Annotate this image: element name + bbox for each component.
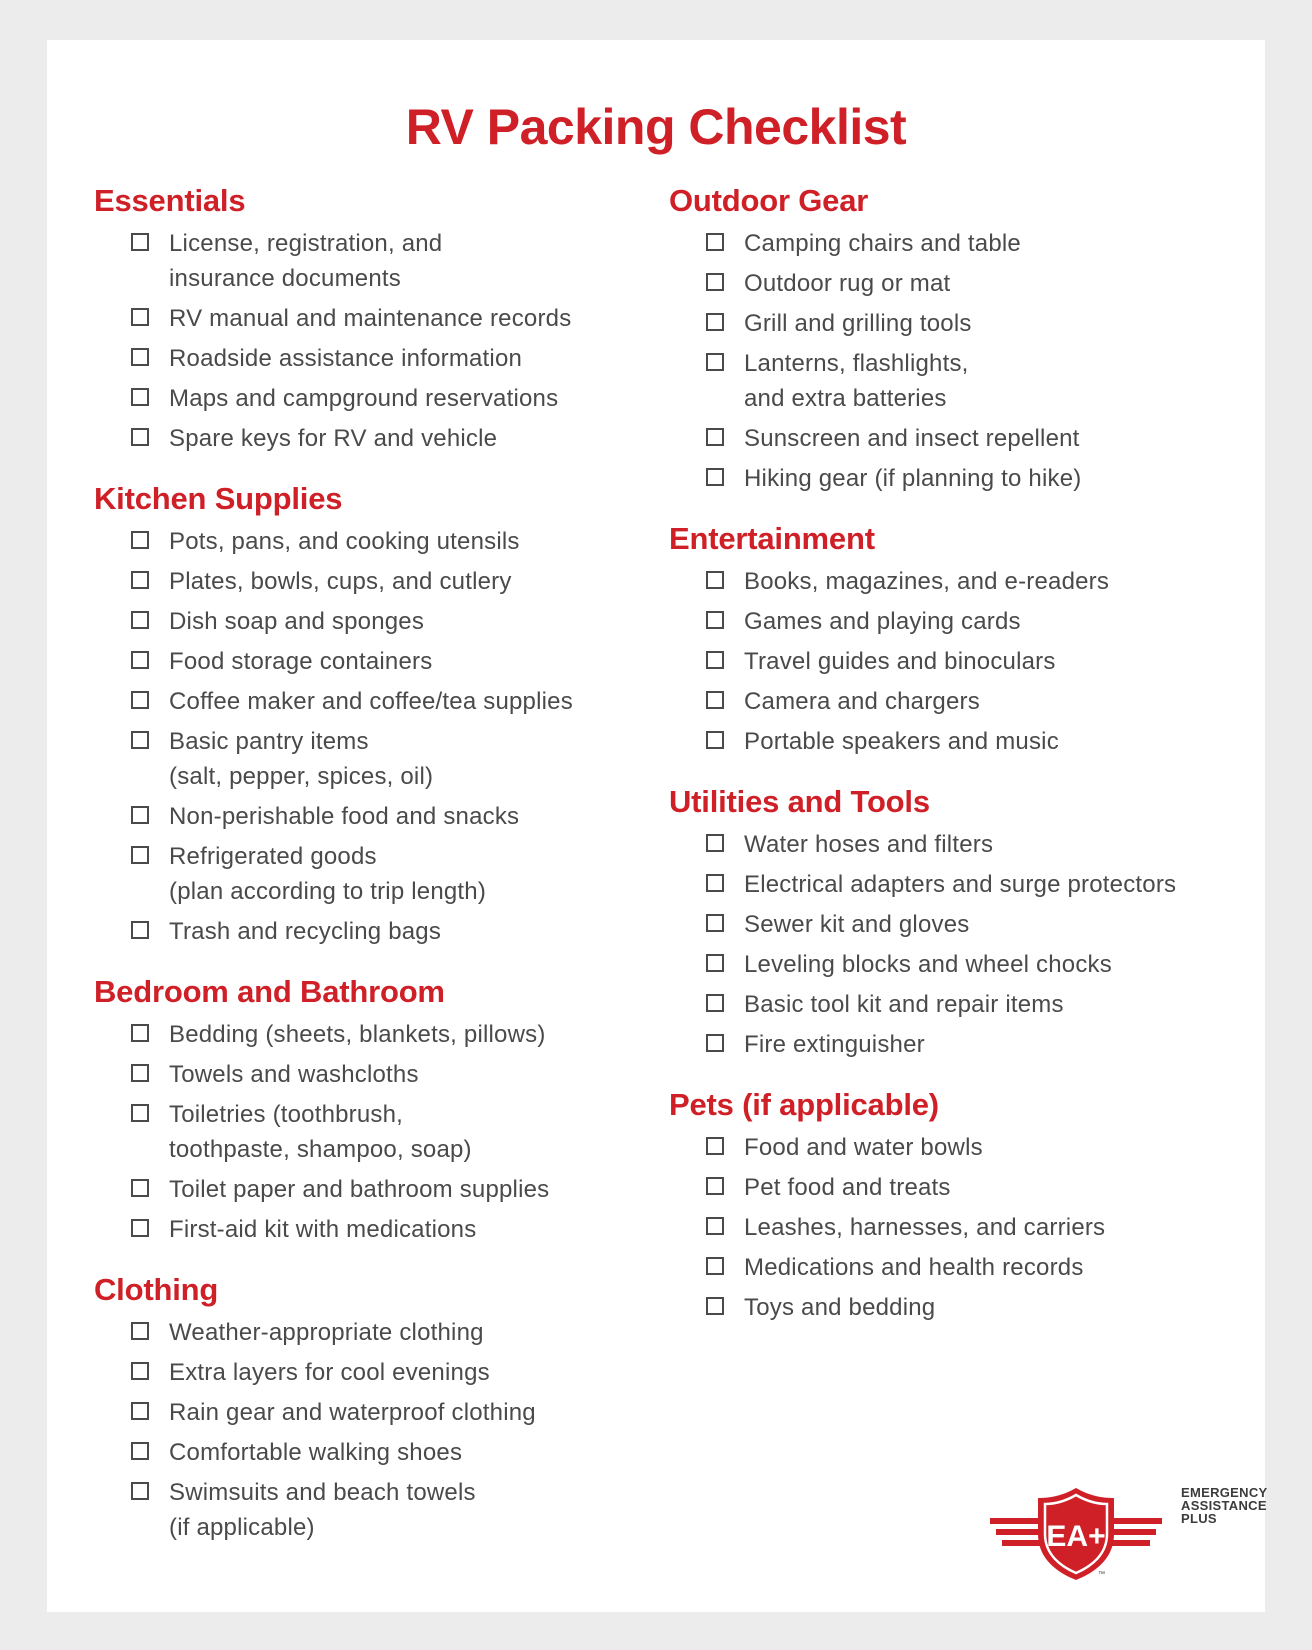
- checklist-item: [669, 604, 1239, 639]
- checkbox[interactable]: [131, 1024, 149, 1042]
- checklist-item-label: Refrigerated goods (plan according to trip length): [169, 843, 487, 905]
- emergency-assistance-plus-logo: [990, 1484, 1268, 1584]
- checkbox[interactable]: [131, 611, 149, 629]
- checklist-item: [94, 724, 654, 794]
- checkbox[interactable]: [706, 1217, 724, 1235]
- checklist-item: [669, 867, 1239, 902]
- checklist-item: [669, 306, 1239, 341]
- section-clothing: [94, 1271, 654, 1545]
- checklist-item-label: Electrical adapters and surge protectors: [744, 871, 1177, 898]
- checkbox[interactable]: [131, 846, 149, 864]
- checklist-item-label: Maps and campground reservations: [169, 385, 559, 412]
- checklist-item: [669, 1210, 1239, 1245]
- checklist-item: [669, 461, 1239, 496]
- checklist-item-label: Extra layers for cool evenings: [169, 1359, 490, 1386]
- checklist-item: [669, 1130, 1239, 1165]
- checkbox[interactable]: [706, 233, 724, 251]
- checklist-item: [94, 644, 654, 679]
- checkbox[interactable]: [131, 731, 149, 749]
- checkbox[interactable]: [706, 651, 724, 669]
- checkbox[interactable]: [131, 348, 149, 366]
- checklist-item-label: Trash and recycling bags: [169, 918, 442, 945]
- section-essentials: [94, 182, 654, 456]
- checklist-item: [94, 1057, 654, 1092]
- checkbox[interactable]: [131, 691, 149, 709]
- checklist-page: [47, 40, 1268, 1612]
- checkbox[interactable]: [706, 468, 724, 486]
- left-column: [94, 182, 654, 1569]
- checklist-item: [94, 421, 654, 456]
- checklist-item-label: Portable speakers and music: [744, 728, 1059, 755]
- checklist: [94, 1315, 654, 1545]
- section-kitchen-supplies: [94, 480, 654, 949]
- checkbox[interactable]: [706, 273, 724, 291]
- checkbox[interactable]: [131, 651, 149, 669]
- page-title: RV Packing Checklist: [405, 99, 907, 155]
- checklist-item: [669, 1027, 1239, 1062]
- checkbox[interactable]: [131, 308, 149, 326]
- checkbox[interactable]: [131, 1322, 149, 1340]
- section-title: Kitchen Supplies: [94, 481, 343, 516]
- shield-logo-icon: [990, 1484, 1180, 1584]
- section-title: Utilities and Tools: [669, 784, 930, 819]
- checklist-item-label: Camping chairs and table: [744, 230, 1021, 257]
- section-pets-if-applicable: [669, 1086, 1239, 1325]
- checklist-item: [94, 684, 654, 719]
- checklist-item: [669, 684, 1239, 719]
- checklist-item: [94, 1017, 654, 1052]
- checkbox[interactable]: [706, 1297, 724, 1315]
- checkbox[interactable]: [706, 954, 724, 972]
- checkbox[interactable]: [131, 921, 149, 939]
- checklist-item-label: Weather-appropriate clothing: [169, 1319, 484, 1346]
- checklist-item: [669, 644, 1239, 679]
- checklist: [669, 1130, 1239, 1325]
- checklist-item: [94, 604, 654, 639]
- checklist-item-label: Camera and chargers: [744, 688, 980, 715]
- checklist-item-label: Dish soap and sponges: [169, 608, 425, 635]
- checkbox[interactable]: [706, 874, 724, 892]
- checklist-item-label: Leveling blocks and wheel chocks: [744, 951, 1112, 978]
- checklist-item: [669, 947, 1239, 982]
- section-title: Bedroom and Bathroom: [94, 974, 445, 1009]
- checklist-item-label: Swimsuits and beach towels (if applicable): [169, 1479, 476, 1541]
- section-entertainment: [669, 520, 1239, 759]
- checklist-item-label: Non-perishable food and snacks: [169, 803, 520, 830]
- checklist-item-label: Toilet paper and bathroom supplies: [169, 1176, 550, 1203]
- checklist-item-label: Water hoses and filters: [744, 831, 994, 858]
- checklist-item-label: Sunscreen and insect repellent: [744, 425, 1080, 452]
- checkbox[interactable]: [131, 1402, 149, 1420]
- checklist-item-label: First-aid kit with medications: [169, 1216, 477, 1243]
- checklist-item: [669, 1290, 1239, 1325]
- checklist-item-label: Rain gear and waterproof clothing: [169, 1399, 536, 1426]
- checklist: [669, 827, 1239, 1062]
- checklist-item-label: RV manual and maintenance records: [169, 305, 572, 332]
- checklist: [94, 524, 654, 949]
- section-title: Pets (if applicable): [669, 1087, 939, 1122]
- checkbox[interactable]: [706, 1177, 724, 1195]
- checklist-item-label: Medications and health records: [744, 1254, 1084, 1281]
- checklist-item-label: Toiletries (toothbrush, toothpaste, shampoo, soap): [169, 1101, 472, 1163]
- right-column: [669, 182, 1239, 1349]
- section-title: Clothing: [94, 1272, 219, 1307]
- checklist-item: [94, 1097, 654, 1167]
- checklist-item-label: Travel guides and binoculars: [744, 648, 1056, 675]
- checklist-item-label: Outdoor rug or mat: [744, 270, 951, 297]
- checklist-item-label: Hiking gear (if planning to hike): [744, 465, 1082, 492]
- checkbox[interactable]: [706, 691, 724, 709]
- checkbox[interactable]: [131, 1219, 149, 1237]
- checkbox[interactable]: [131, 233, 149, 251]
- logo-line-2: ASSISTANCE: [1181, 1498, 1267, 1513]
- checkbox[interactable]: [131, 1179, 149, 1197]
- checklist: [94, 1017, 654, 1247]
- checklist-item: [669, 987, 1239, 1022]
- checklist-item: [94, 1435, 654, 1470]
- checklist-item-label: Coffee maker and coffee/tea supplies: [169, 688, 573, 715]
- checkbox[interactable]: [131, 531, 149, 549]
- checkbox[interactable]: [131, 1442, 149, 1460]
- checkbox[interactable]: [706, 428, 724, 446]
- checkbox[interactable]: [131, 428, 149, 446]
- checklist: [669, 226, 1239, 496]
- checklist-item-label: Towels and washcloths: [169, 1061, 419, 1088]
- checkbox[interactable]: [706, 353, 724, 371]
- checkbox[interactable]: [131, 1064, 149, 1082]
- checklist-item: [669, 421, 1239, 456]
- checklist-item: [94, 799, 654, 834]
- checklist-item-label: Roadside assistance information: [169, 345, 523, 372]
- checklist-item-label: Pet food and treats: [744, 1174, 951, 1201]
- checklist-item-label: Pots, pans, and cooking utensils: [169, 528, 520, 555]
- checklist-item: [669, 827, 1239, 862]
- checklist-item: [94, 914, 654, 949]
- checkbox[interactable]: [131, 1482, 149, 1500]
- checklist-item: [669, 724, 1239, 759]
- checklist-item: [94, 301, 654, 336]
- checklist-item-label: Fire extinguisher: [744, 1031, 925, 1058]
- checklist-item-label: Leashes, harnesses, and carriers: [744, 1214, 1106, 1241]
- checklist-item: [669, 346, 1239, 416]
- checkbox[interactable]: [131, 1104, 149, 1122]
- checklist-item: [94, 381, 654, 416]
- checkbox[interactable]: [706, 1257, 724, 1275]
- checklist-item: [669, 226, 1239, 261]
- checklist-item: [94, 226, 654, 296]
- checklist-item: [669, 1170, 1239, 1205]
- checklist-item-label: Comfortable walking shoes: [169, 1439, 463, 1466]
- checklist-item: [669, 907, 1239, 942]
- checkbox[interactable]: [706, 994, 724, 1012]
- checklist-item: [94, 1475, 654, 1545]
- checklist: [94, 226, 654, 456]
- section-title: Entertainment: [669, 521, 875, 556]
- checklist-item: [94, 1395, 654, 1430]
- checkbox[interactable]: [131, 571, 149, 589]
- checkbox[interactable]: [131, 806, 149, 824]
- section-utilities-and-tools: [669, 783, 1239, 1062]
- checkbox[interactable]: [706, 611, 724, 629]
- checkbox[interactable]: [706, 731, 724, 749]
- checkbox[interactable]: [706, 834, 724, 852]
- checklist-item: [94, 524, 654, 559]
- checklist-item: [94, 1212, 654, 1247]
- checklist-item: [94, 839, 654, 909]
- checklist-item-label: Bedding (sheets, blankets, pillows): [169, 1021, 546, 1048]
- checklist-item-label: Basic pantry items (salt, pepper, spices, oil): [169, 728, 434, 790]
- svg-text:EA+: EA+: [1046, 1520, 1106, 1553]
- checklist-item: [94, 1315, 654, 1350]
- checklist-item-label: Spare keys for RV and vehicle: [169, 425, 498, 452]
- checklist-item: [94, 341, 654, 376]
- checklist-item: [94, 564, 654, 599]
- logo-line-3: PLUS: [1181, 1511, 1217, 1526]
- checklist-item-label: Plates, bowls, cups, and cutlery: [169, 568, 512, 595]
- checklist: [669, 564, 1239, 759]
- section-bedroom-and-bathroom: [94, 973, 654, 1247]
- checklist-item: [94, 1172, 654, 1207]
- section-outdoor-gear: [669, 182, 1239, 496]
- section-title: Essentials: [94, 183, 246, 218]
- checklist-item-label: Food storage containers: [169, 648, 433, 675]
- checkbox[interactable]: [131, 388, 149, 406]
- checklist-item: [669, 1250, 1239, 1285]
- logo-wordmark: [1181, 1486, 1268, 1525]
- logo-line-1: EMERGENCY: [1181, 1485, 1268, 1500]
- checkbox[interactable]: [131, 1362, 149, 1380]
- checkbox[interactable]: [706, 313, 724, 331]
- checklist-item-label: License, registration, and insurance documents: [169, 230, 443, 292]
- checklist-item-label: Food and water bowls: [744, 1134, 983, 1161]
- checkbox[interactable]: [706, 1137, 724, 1155]
- checklist-item: [669, 564, 1239, 599]
- svg-text:™: ™: [1098, 1571, 1105, 1578]
- checkbox[interactable]: [706, 571, 724, 589]
- checklist-item-label: Sewer kit and gloves: [744, 911, 970, 938]
- checklist-item: [669, 266, 1239, 301]
- checklist-item-label: Games and playing cards: [744, 608, 1021, 635]
- checkbox[interactable]: [706, 914, 724, 932]
- checklist-item-label: Basic tool kit and repair items: [744, 991, 1064, 1018]
- checklist-item-label: Books, magazines, and e-readers: [744, 568, 1110, 595]
- checkbox[interactable]: [706, 1034, 724, 1052]
- checklist-item: [94, 1355, 654, 1390]
- section-title: Outdoor Gear: [669, 183, 869, 218]
- checklist-item-label: Toys and bedding: [744, 1294, 936, 1321]
- checklist-item-label: Lanterns, flashlights, and extra batteries: [744, 350, 969, 412]
- checklist-item-label: Grill and grilling tools: [744, 310, 972, 337]
